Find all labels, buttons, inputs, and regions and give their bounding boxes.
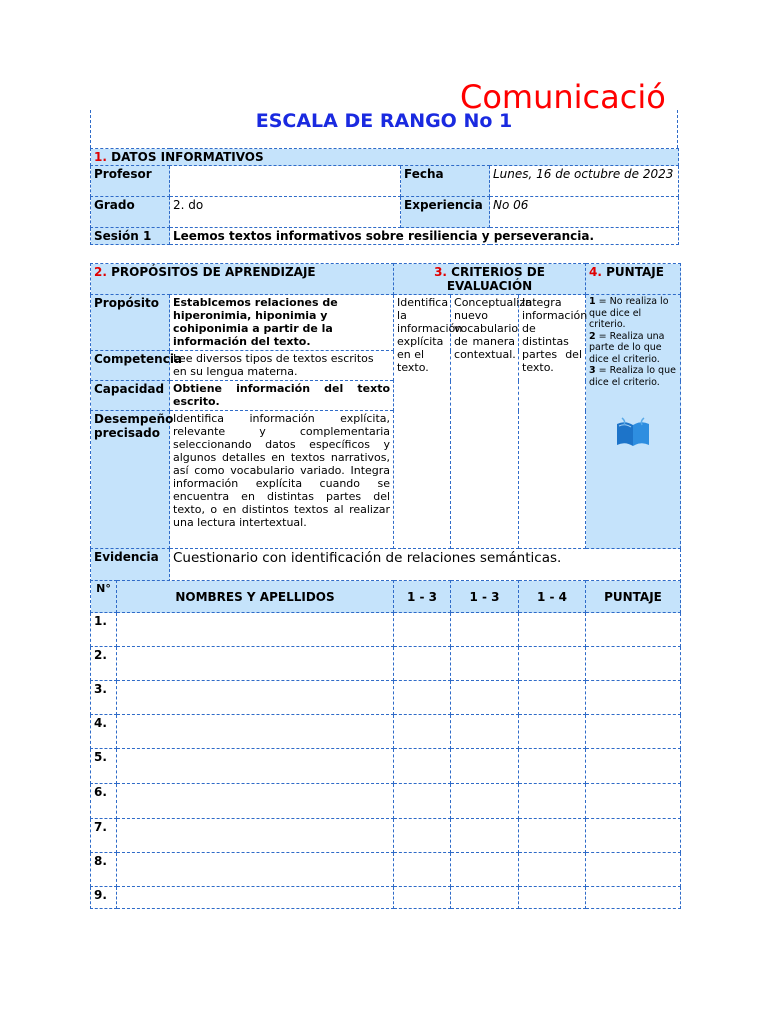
roster-row-number: 4. <box>91 715 117 749</box>
experiencia-label: Experiencia <box>401 197 490 228</box>
puntaje-cell[interactable] <box>586 681 681 715</box>
criterio-3: Integra información de distintas partes del texto. <box>519 295 586 549</box>
datos-section-header <box>91 149 679 166</box>
roster-header-names: NOMBRES Y APELLIDOS <box>117 581 394 613</box>
document-title: ESCALA DE RANGO No 1 <box>255 110 513 132</box>
criterio-2-score-cell[interactable] <box>451 819 519 853</box>
desempeno-value: Identifica información explícita, relevante y complementaria seleccionando datos específicos y algunos detalles en textos narrativos, así como vocabulario variado. Integra información explícita cuando se encuentra en distintas partes del texto, o en distintos textos al realizar una lectura intertextual. <box>170 411 394 549</box>
puntaje-cell[interactable] <box>586 853 681 887</box>
puntaje-section-number: 4. <box>589 265 602 279</box>
puntaje-level-3: 3 = Realiza lo que dice el criterio. <box>589 365 676 388</box>
puntaje-level-1: 1 = No realiza lo que dice el criterio. <box>589 296 669 330</box>
roster-header-c3: 1 - 4 <box>519 581 586 613</box>
puntaje-cell[interactable] <box>586 613 681 647</box>
criterio-3-score-cell[interactable] <box>519 819 586 853</box>
roster-table <box>90 580 681 909</box>
roster-row <box>91 647 681 681</box>
criterio-2-score-cell[interactable] <box>451 853 519 887</box>
roster-row <box>91 853 681 887</box>
fecha-field[interactable]: Lunes, 16 de octubre de 2023 <box>490 166 679 197</box>
roster-header-puntaje: PUNTAJE <box>586 581 681 613</box>
desempeno-label: Desempeño precisado <box>91 411 170 549</box>
competencia-value: Lee diversos tipos de textos escritos en su lengua materna. <box>170 351 394 381</box>
criterio-1-score-cell[interactable] <box>394 613 451 647</box>
datos-informativos-table <box>90 148 679 245</box>
roster-row-number: 9. <box>91 887 117 909</box>
puntaje-cell[interactable] <box>586 819 681 853</box>
student-name-cell[interactable] <box>117 784 394 819</box>
criterio-3-score-cell[interactable] <box>519 647 586 681</box>
roster-row-number: 2. <box>91 647 117 681</box>
criterio-2: Conceptualiza nuevo vocabulario de manera contextual. <box>451 295 519 549</box>
criterio-3-score-cell[interactable] <box>519 887 586 909</box>
capacidad-label: Capacidad <box>91 381 170 411</box>
sesion-label: Sesión 1 <box>91 228 170 245</box>
roster-header-number: N° <box>91 581 117 613</box>
criterio-2-score-cell[interactable] <box>451 681 519 715</box>
criterio-3-score-cell[interactable] <box>519 681 586 715</box>
criterio-2-score-cell[interactable] <box>451 887 519 909</box>
evidencia-value: Cuestionario con identificación de relaciones semánticas. <box>170 549 681 582</box>
propositos-section-header <box>91 264 394 295</box>
criterios-section-number: 3. <box>434 265 447 279</box>
criterio-2-score-cell[interactable] <box>451 715 519 749</box>
criterio-3-score-cell[interactable] <box>519 613 586 647</box>
criterio-3-score-cell[interactable] <box>519 749 586 784</box>
puntaje-section-header <box>586 264 681 295</box>
datos-section-title: DATOS INFORMATIVOS <box>111 150 264 164</box>
criterio-3-score-cell[interactable] <box>519 853 586 887</box>
grado-field[interactable]: 2. do <box>170 197 401 228</box>
propositos-section-number: 2. <box>94 265 107 279</box>
criterio-1-score-cell[interactable] <box>394 887 451 909</box>
criterio-1: Identifica la información explícita en el texto. <box>394 295 451 549</box>
roster-header-c1: 1 - 3 <box>394 581 451 613</box>
puntaje-cell[interactable] <box>586 887 681 909</box>
criterio-1-score-cell[interactable] <box>394 749 451 784</box>
student-name-cell[interactable] <box>117 613 394 647</box>
criterios-section-header <box>394 264 586 295</box>
roster-header-c2: 1 - 3 <box>451 581 519 613</box>
fecha-label: Fecha <box>401 166 490 197</box>
experiencia-field[interactable]: No 06 <box>490 197 679 228</box>
roster-row-number: 6. <box>91 784 117 819</box>
subject-heading: Comunicació <box>460 78 666 116</box>
student-name-cell[interactable] <box>117 853 394 887</box>
criterio-1-score-cell[interactable] <box>394 853 451 887</box>
roster-row <box>91 784 681 819</box>
puntaje-cell[interactable] <box>586 784 681 819</box>
student-name-cell[interactable] <box>117 819 394 853</box>
student-name-cell[interactable] <box>117 887 394 909</box>
puntaje-section-title: PUNTAJE <box>606 265 664 279</box>
sesion-field[interactable]: Leemos textos informativos sobre resiliencia y perseverancia. <box>170 228 679 245</box>
profesor-field[interactable] <box>170 166 401 197</box>
datos-section-number: 1. <box>94 150 107 164</box>
open-book-icon <box>613 416 653 450</box>
propositos-section-title: PROPÓSITOS DE APRENDIZAJE <box>111 265 316 279</box>
student-name-cell[interactable] <box>117 647 394 681</box>
roster-row <box>91 613 681 647</box>
propositos-table <box>90 263 681 582</box>
criterio-2-score-cell[interactable] <box>451 613 519 647</box>
student-name-cell[interactable] <box>117 749 394 784</box>
puntaje-legend <box>586 295 681 549</box>
criterio-1-score-cell[interactable] <box>394 819 451 853</box>
criterio-1-score-cell[interactable] <box>394 681 451 715</box>
roster-row-number: 1. <box>91 613 117 647</box>
proposito-label: Propósito <box>91 295 170 351</box>
roster-row-number: 5. <box>91 749 117 784</box>
roster-row-number: 8. <box>91 853 117 887</box>
capacidad-value: Obtiene información del texto escrito. <box>170 381 394 411</box>
roster-row-number: 7. <box>91 819 117 853</box>
criterios-section-title: CRITERIOS DE EVALUACIÓN <box>446 265 545 293</box>
roster-body <box>91 613 681 909</box>
criterio-2-score-cell[interactable] <box>451 647 519 681</box>
grado-label: Grado <box>91 197 170 228</box>
roster-row <box>91 749 681 784</box>
profesor-label: Profesor <box>91 166 170 197</box>
roster-row-number: 3. <box>91 681 117 715</box>
criterio-3-score-cell[interactable] <box>519 784 586 819</box>
roster-row <box>91 715 681 749</box>
criterio-1-score-cell[interactable] <box>394 647 451 681</box>
criterio-2-score-cell[interactable] <box>451 784 519 819</box>
puntaje-cell[interactable] <box>586 749 681 784</box>
criterio-2-score-cell[interactable] <box>451 749 519 784</box>
criterio-1-score-cell[interactable] <box>394 715 451 749</box>
competencia-label: Competencia <box>91 351 170 381</box>
criterio-1-score-cell[interactable] <box>394 784 451 819</box>
roster-row <box>91 819 681 853</box>
student-name-cell[interactable] <box>117 681 394 715</box>
puntaje-level-2: 2 = Realiza una parte de lo que dice el criterio. <box>589 330 665 365</box>
roster-row <box>91 681 681 715</box>
proposito-value: Establcemos relaciones de hiperonimia, hiponimia y cohiponimia a partir de la información del texto. <box>170 295 394 351</box>
puntaje-cell[interactable] <box>586 715 681 749</box>
criterio-3-score-cell[interactable] <box>519 715 586 749</box>
roster-row <box>91 887 681 909</box>
student-name-cell[interactable] <box>117 715 394 749</box>
puntaje-cell[interactable] <box>586 647 681 681</box>
evidencia-label: Evidencia <box>91 549 170 582</box>
